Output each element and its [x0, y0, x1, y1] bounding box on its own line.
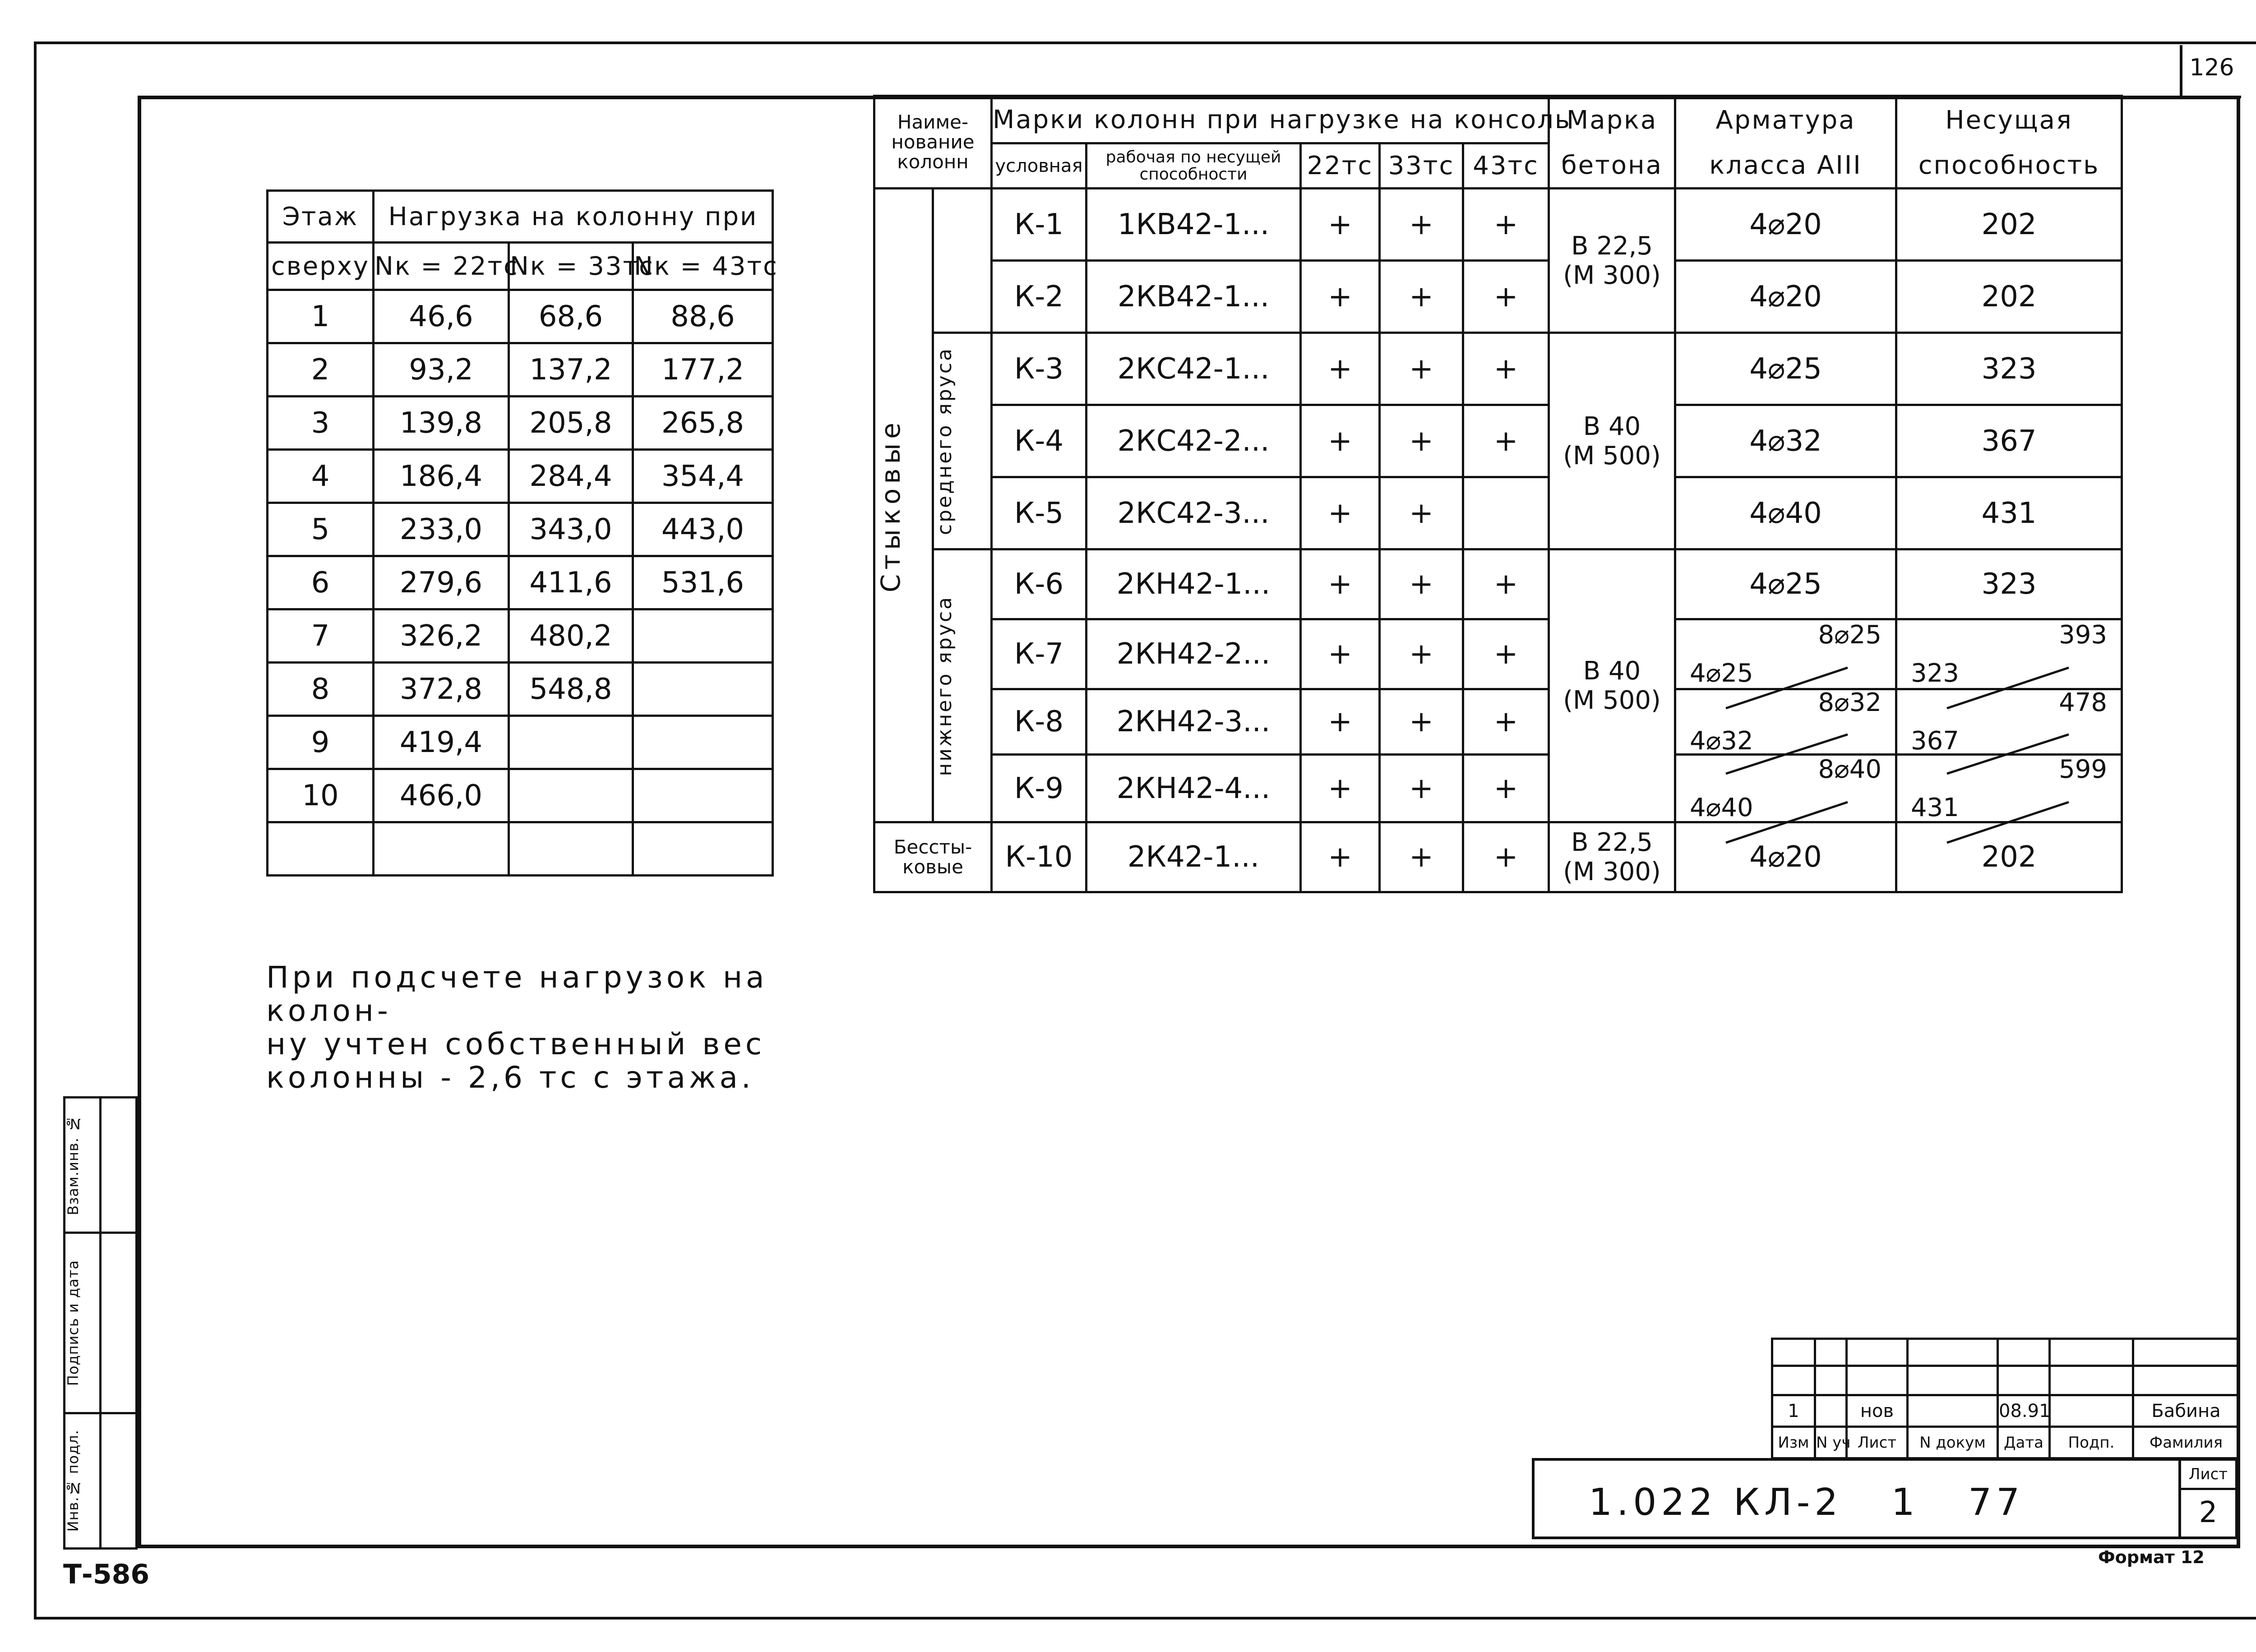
- cond-k4: К-4: [992, 405, 1086, 477]
- load-value: 265,8: [633, 397, 773, 450]
- cap-k4: 367: [1896, 405, 2122, 477]
- rebar-k6: 4⌀25: [1675, 549, 1896, 619]
- cond-k1: К-1: [992, 189, 1086, 261]
- col-header-22: Nк = 22тс: [374, 243, 509, 290]
- work-k4: 2КС42-2...: [1086, 405, 1301, 477]
- p43-k6: +: [1463, 549, 1549, 619]
- floor-row: [268, 609, 773, 663]
- col-header-43: Nк = 43тс: [633, 243, 773, 290]
- load-value: 233,0: [374, 503, 509, 556]
- load-value: 186,4: [374, 450, 509, 503]
- group-upper-blank: [933, 189, 992, 333]
- floor-row: [268, 663, 773, 716]
- side-label-inv: Инв.№ подл.: [65, 1413, 101, 1549]
- p33-k2: +: [1380, 261, 1463, 333]
- concrete-1: В 22,5 (М 300): [1549, 189, 1675, 333]
- concrete-4: В 22,5 (М 300): [1549, 822, 1675, 892]
- paper-format: Формат 12: [2098, 1547, 2205, 1567]
- floor-row: [268, 290, 773, 343]
- p43-k5: [1463, 477, 1549, 549]
- p33-k3: +: [1380, 333, 1463, 405]
- column-marks-table: [873, 95, 2123, 893]
- title-block-main: [1532, 1458, 2238, 1539]
- load-value: [509, 822, 633, 876]
- load-value: 137,2: [509, 343, 633, 397]
- p43-k2: +: [1463, 261, 1549, 333]
- header-concrete-2: бетона: [1549, 143, 1675, 189]
- floor-number: 6: [268, 556, 374, 609]
- floor-row: [268, 556, 773, 609]
- header-name: Наиме-нование колонн: [874, 96, 992, 189]
- cap-k5: 431: [1896, 477, 2122, 549]
- revision-cell: нов: [1847, 1395, 1908, 1427]
- p22-k6: +: [1301, 549, 1380, 619]
- revision-cell: [2050, 1395, 2133, 1427]
- cap-k1: 202: [1896, 189, 2122, 261]
- floor-row: [268, 343, 773, 397]
- header-rebar: Арматура: [1675, 96, 1896, 143]
- stamp-header-cell: Фамилия: [2133, 1427, 2239, 1458]
- header-rebar-2: класса AIII: [1675, 143, 1896, 189]
- load-value: 279,6: [374, 556, 509, 609]
- cond-k3: К-3: [992, 333, 1086, 405]
- floor-number: 10: [268, 769, 374, 822]
- side-label-sign: Подпись и дата: [65, 1233, 101, 1413]
- load-value: [633, 769, 773, 822]
- side-label-replace: Взам.инв. №: [65, 1098, 101, 1233]
- p43-k1: +: [1463, 189, 1549, 261]
- floor-row: [268, 450, 773, 503]
- p33-k9: +: [1380, 755, 1463, 822]
- work-k9: 2КН42-4...: [1086, 755, 1301, 822]
- load-header: Нагрузка на колонну при: [374, 191, 773, 243]
- note-line-3: колонны - 2,6 тс с этажа.: [266, 1060, 754, 1095]
- floor-number: 7: [268, 609, 374, 663]
- p22-k5: +: [1301, 477, 1380, 549]
- work-k10: 2К42-1...: [1086, 822, 1301, 892]
- load-value: 466,0: [374, 769, 509, 822]
- floor-number: 8: [268, 663, 374, 716]
- cap-k7: 323 393: [1896, 619, 2122, 689]
- work-k6: 2КН42-1...: [1086, 549, 1301, 619]
- revision-cell: Бабина: [2133, 1395, 2239, 1427]
- cond-k5: К-5: [992, 477, 1086, 549]
- group-joint: Стыковые: [874, 189, 933, 822]
- note: [266, 961, 808, 1094]
- p22-k9: +: [1301, 755, 1380, 822]
- drawing-id: Т-586: [63, 1559, 150, 1590]
- revision-cell: [1908, 1395, 1998, 1427]
- stamp-header-cell: Подп.: [2050, 1427, 2133, 1458]
- floor-number: 9: [268, 716, 374, 769]
- rebar-k7: 4⌀25 8⌀25: [1675, 619, 1896, 689]
- group-lower: нижнего яруса: [933, 549, 992, 822]
- stamp-header-cell: Лист: [1847, 1427, 1908, 1458]
- p22-k7: +: [1301, 619, 1380, 689]
- cond-k6: К-6: [992, 549, 1086, 619]
- rebar-k10: 4⌀20: [1675, 822, 1896, 892]
- p22-k4: +: [1301, 405, 1380, 477]
- floor-number: 3: [268, 397, 374, 450]
- load-value: 372,8: [374, 663, 509, 716]
- revision-cell: 08.91: [1998, 1395, 2050, 1427]
- load-value: 443,0: [633, 503, 773, 556]
- p43-k7: +: [1463, 619, 1549, 689]
- load-value: 343,0: [509, 503, 633, 556]
- group-nonjoint: Бессты-ковые: [874, 822, 992, 892]
- header-22: 22тс: [1301, 143, 1380, 189]
- cap-k8: 367 478: [1896, 689, 2122, 755]
- rebar-k8: 4⌀32 8⌀32: [1675, 689, 1896, 755]
- p33-k8: +: [1380, 689, 1463, 755]
- load-value: 480,2: [509, 609, 633, 663]
- load-value: [633, 609, 773, 663]
- header-33: 33тс: [1380, 143, 1463, 189]
- floor-header: Этаж: [268, 191, 374, 243]
- concrete-2: В 40 (М 500): [1549, 333, 1675, 549]
- p22-k8: +: [1301, 689, 1380, 755]
- floor-load-table: [266, 189, 778, 877]
- stamp-header-cell: Дата: [1998, 1427, 2050, 1458]
- load-value: [633, 822, 773, 876]
- floor-row: [268, 822, 773, 876]
- header-capacity: Несущая: [1896, 96, 2122, 143]
- load-value: [633, 663, 773, 716]
- load-value: 88,6: [633, 290, 773, 343]
- p43-k3: +: [1463, 333, 1549, 405]
- load-value: [509, 769, 633, 822]
- load-value: 548,8: [509, 663, 633, 716]
- cap-k10: 202: [1896, 822, 2122, 892]
- rebar-k2: 4⌀20: [1675, 261, 1896, 333]
- sheet-number: 126: [2180, 45, 2241, 98]
- side-stamp: [63, 1096, 135, 1547]
- load-value: 326,2: [374, 609, 509, 663]
- load-value: 46,6: [374, 290, 509, 343]
- floor-number: 5: [268, 503, 374, 556]
- load-value: [509, 716, 633, 769]
- rebar-k5: 4⌀40: [1675, 477, 1896, 549]
- cap-k6: 323: [1896, 549, 2122, 619]
- p33-k4: +: [1380, 405, 1463, 477]
- header-capacity-2: способность: [1896, 143, 2122, 189]
- floor-row: [268, 503, 773, 556]
- col-header-33: Nк = 33тс: [509, 243, 633, 290]
- cap-k9: 431 599: [1896, 755, 2122, 822]
- stamp-header-cell: N докум: [1908, 1427, 1998, 1458]
- rebar-k4: 4⌀32: [1675, 405, 1896, 477]
- work-k2: 2КВ42-1...: [1086, 261, 1301, 333]
- sheet-box: [2178, 1461, 2235, 1537]
- load-value: 411,6: [509, 556, 633, 609]
- sheet-label: Лист: [2181, 1461, 2235, 1490]
- title-block-revisions: [1771, 1338, 2240, 1459]
- load-value: 354,4: [633, 450, 773, 503]
- stamp-header-cell: N уч: [1815, 1427, 1847, 1458]
- stamp-header-cell: Изм: [1772, 1427, 1815, 1458]
- work-k3: 2КС42-1...: [1086, 333, 1301, 405]
- p43-k4: +: [1463, 405, 1549, 477]
- rebar-k9: 4⌀40 8⌀40: [1675, 755, 1896, 822]
- work-k5: 2КС42-3...: [1086, 477, 1301, 549]
- cap-k2: 202: [1896, 261, 2122, 333]
- p33-k5: +: [1380, 477, 1463, 549]
- p22-k3: +: [1301, 333, 1380, 405]
- floor-row: [268, 716, 773, 769]
- load-value: 177,2: [633, 343, 773, 397]
- cond-k9: К-9: [992, 755, 1086, 822]
- work-k7: 2КН42-2...: [1086, 619, 1301, 689]
- p22-k2: +: [1301, 261, 1380, 333]
- p22-k10: +: [1301, 822, 1380, 892]
- cond-k10: К-10: [992, 822, 1086, 892]
- header-43: 43тс: [1463, 143, 1549, 189]
- header-conditional: условная: [992, 143, 1086, 189]
- p33-k10: +: [1380, 822, 1463, 892]
- load-value: 531,6: [633, 556, 773, 609]
- p33-k6: +: [1380, 549, 1463, 619]
- load-value: [374, 822, 509, 876]
- revision-cell: [1815, 1395, 1847, 1427]
- floor-row: [268, 769, 773, 822]
- floor-header-2: сверху: [268, 243, 374, 290]
- rebar-k3: 4⌀25: [1675, 333, 1896, 405]
- concrete-3: В 40 (М 500): [1549, 549, 1675, 822]
- load-value: [633, 716, 773, 769]
- rebar-k1: 4⌀20: [1675, 189, 1896, 261]
- p33-k1: +: [1380, 189, 1463, 261]
- cond-k7: К-7: [992, 619, 1086, 689]
- note-line-1: При подсчете нагрузок на колон-: [266, 960, 768, 1028]
- document-code: 1.022 КЛ-2 1 77: [1589, 1481, 2025, 1524]
- floor-number: 4: [268, 450, 374, 503]
- side-cell-2: [101, 1233, 137, 1413]
- p43-k10: +: [1463, 822, 1549, 892]
- p22-k1: +: [1301, 189, 1380, 261]
- load-value: 419,4: [374, 716, 509, 769]
- cond-k8: К-8: [992, 689, 1086, 755]
- load-value: 139,8: [374, 397, 509, 450]
- load-value: 93,2: [374, 343, 509, 397]
- load-value: 284,4: [509, 450, 633, 503]
- floor-number: 2: [268, 343, 374, 397]
- p43-k8: +: [1463, 689, 1549, 755]
- side-cell-3: [101, 1413, 137, 1549]
- p33-k7: +: [1380, 619, 1463, 689]
- load-value: 205,8: [509, 397, 633, 450]
- cap-k3: 323: [1896, 333, 2122, 405]
- floor-row: [268, 397, 773, 450]
- note-line-2: ну учтен собственный вес: [266, 1027, 766, 1061]
- cond-k2: К-2: [992, 261, 1086, 333]
- floor-number: [268, 822, 374, 876]
- load-value: 68,6: [509, 290, 633, 343]
- floor-number: 1: [268, 290, 374, 343]
- revision-cell: 1: [1772, 1395, 1815, 1427]
- work-k1: 1КВ42-1...: [1086, 189, 1301, 261]
- header-working: рабочая по несущей способности: [1086, 143, 1301, 189]
- work-k8: 2КН42-3...: [1086, 689, 1301, 755]
- side-cell-1: [101, 1098, 137, 1233]
- group-middle: среднего яруса: [933, 333, 992, 549]
- header-marks: Марки колонн при нагрузке на консоль: [992, 96, 1549, 143]
- p43-k9: +: [1463, 755, 1549, 822]
- sheet-value: 2: [2199, 1496, 2218, 1529]
- header-concrete: Марка: [1549, 96, 1675, 143]
